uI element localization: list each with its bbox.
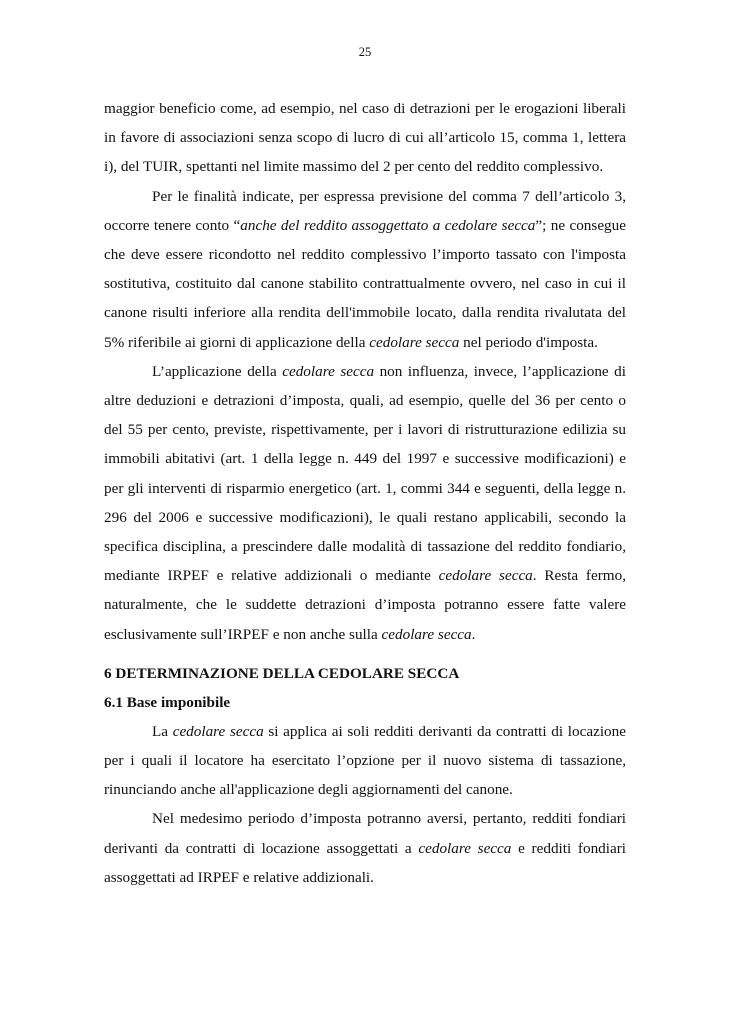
paragraph-redditi-fondiari [104, 804, 626, 892]
page-number: 25 [358, 45, 372, 59]
italic-term: cedolare secca [172, 722, 264, 740]
document-page [104, 0, 626, 1030]
text-run: La [152, 722, 173, 740]
italic-term: cedolare secca [418, 839, 512, 857]
text-run: ”; ne consegue che deve essere ricondotto nel reddito complessivo l’importo tassato con l'imposta sostitutiva, costituito dal canone stabilito contrattualmente ovvero, nel caso in cui il canone risulti inferiore alla rendita dell'immobile locato, dalla rendita rivalutata del 5% riferibile ai giorni di applicazione della [104, 216, 626, 351]
paragraph-base-imponibile [104, 717, 626, 805]
text-run: Nel medesimo periodo d’imposta potranno aversi, pertanto, redditi fondiari derivanti da contratti di locazione assoggettati a [104, 810, 626, 857]
italic-term: cedolare secca [369, 333, 460, 351]
paragraph-deduzioni-detrazioni [104, 357, 626, 649]
quoted-italic-text: anche del reddito assoggettato a cedolare secca [240, 216, 536, 234]
document-body [104, 94, 626, 892]
text-run: nel periodo d'imposta. [459, 333, 598, 351]
italic-term: cedolare secca [282, 362, 375, 380]
text-run: L’applicazione della [152, 362, 283, 380]
text-run: non influenza, invece, l’applicazione di altre deduzioni e detrazioni d’imposta, quali, ad esempio, quelle del 36 per cento o del 55 per cento, previste, rispettivamente, per i lavori di ristrutturazione edilizia su immobili abitativi (art. 1 della legge n. 449 del 1997 e successive modificazioni) e per gli interventi di risparmio energetico (art. 1, commi 344 e seguenti, della legge n. 296 del 2006 e successive modificazioni), le quali restano applicabili, secondo la specifica disciplina, a prescindere dalle modalità di tassazione del reddito fondiario, mediante IRPEF e relative addizionali o mediante [104, 362, 626, 585]
paragraph-continuation [104, 94, 626, 182]
italic-term: cedolare secca [438, 567, 533, 585]
subsection-heading: 6.1 Base imponibile [104, 693, 231, 711]
italic-term: cedolare secca [381, 625, 472, 643]
text-run: e redditi fondiari assoggettati ad IRPEF e relative addizionali. [104, 839, 626, 886]
paragraph-text: maggior beneficio come, ad esempio, nel caso di detrazioni per le erogazioni liberali in favore di associazioni senza scopo di lucro di cui all’articolo 15, comma 1, lettera i), del TUIR, spettanti nel limite massimo del 2 per cento del reddito complessivo. [104, 100, 626, 176]
text-run: Per le finalità indicate, per espressa previsione del comma 7 dell’articolo 3, occorre tenere conto “ [104, 187, 626, 234]
text-run: si applica ai soli redditi derivanti da contratti di locazione per i quali il locatore ha esercitato l’opzione per il nuovo sistema di tassazione, rinunciando anche all'applicazione degli aggiornamenti del canone. [104, 722, 626, 799]
text-run: . [471, 625, 476, 643]
section-heading: 6 DETERMINAZIONE DELLA CEDOLARE SECCA [104, 664, 460, 682]
text-run: . Resta fermo, naturalmente, che le suddette detrazioni d’imposta potranno essere fatte valere esclusivamente sull’IRPEF e non anche sulla [104, 567, 626, 643]
paragraph-reddito-complessivo [104, 182, 626, 357]
